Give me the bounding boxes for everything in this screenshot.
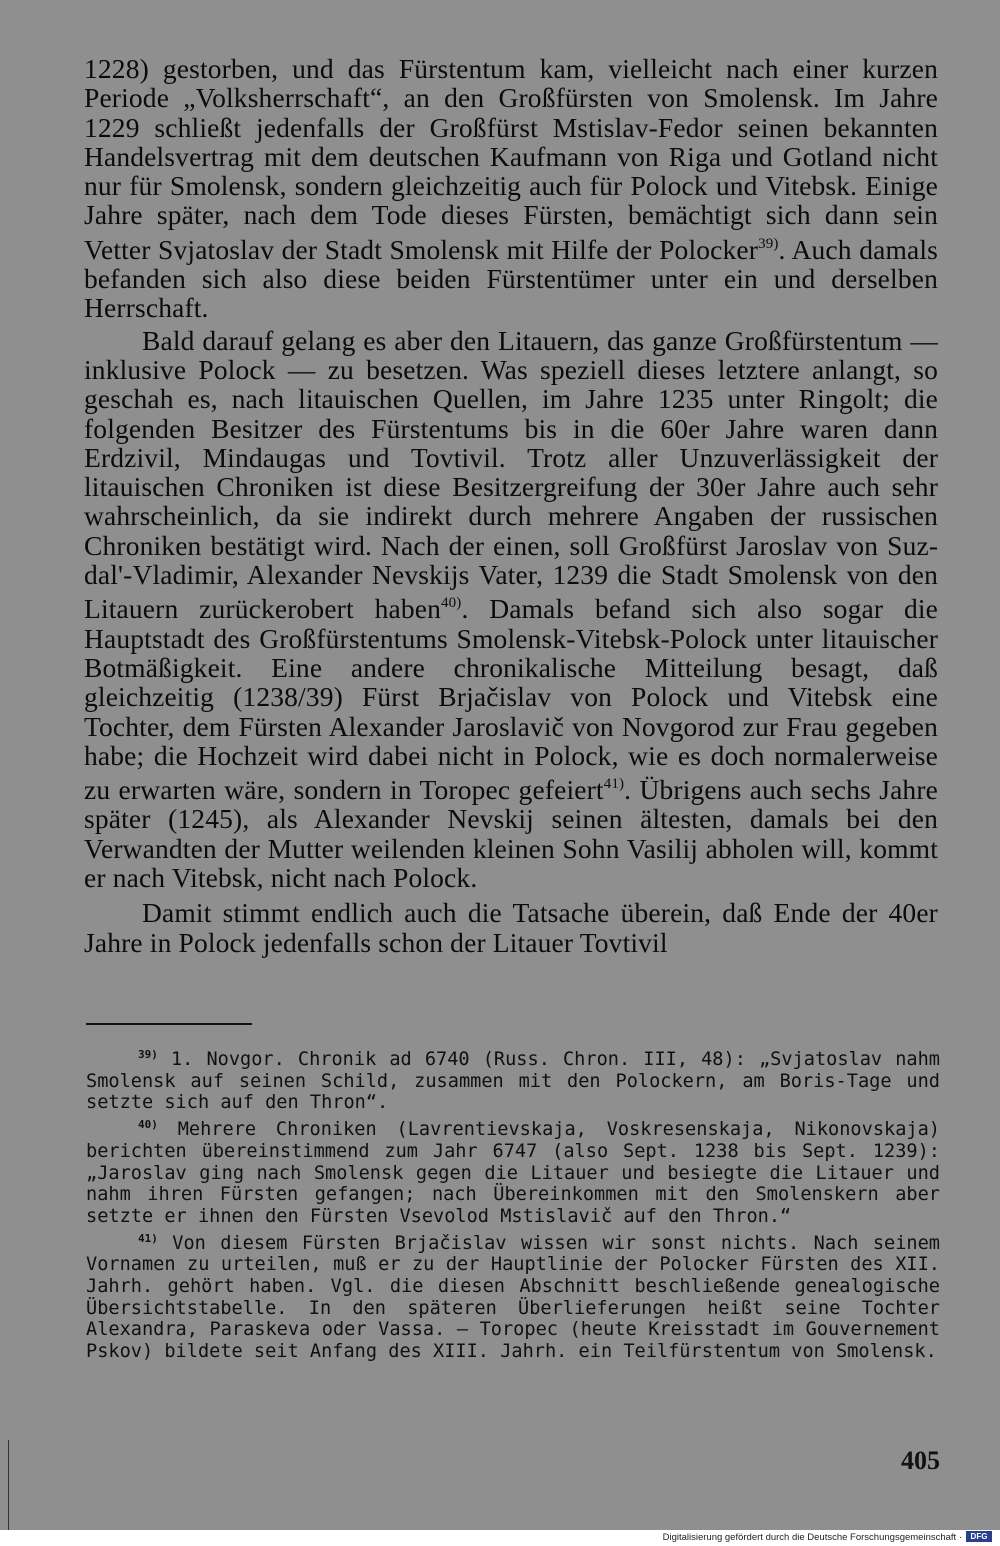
paragraph-1-continued: . Auch damals befanden sich also diese beiden Fürstentümer unter ein und derselben Herrschaft.: [84, 233, 938, 324]
footnote-39: [86, 1044, 940, 1114]
footnote-41: [86, 1228, 940, 1363]
footnote-separator: [86, 1023, 252, 1025]
footnote-ref-40: 40): [440, 595, 462, 612]
footnote-text: 1. Novgor. Chronik ad 6740 (Russ. Chron. III, 48): „Svjatoslav nahm Smolensk auf seinen Schild, zusammen mit den Polockern, am Boris-Tage und setzte sich auf den Thron“.: [86, 1049, 940, 1114]
footnote-marker: 39): [138, 1048, 158, 1061]
page-number: 405: [901, 1446, 940, 1475]
footnote-ref-41: 41): [603, 776, 625, 793]
dfg-logo: DFG: [966, 1531, 992, 1542]
footnote-marker: 40): [138, 1118, 158, 1132]
paragraph-1-text: 1228) gestorben, und das Fürstentum kam, vielleicht nach einer kurzen Periode „Volksherrschaft“, an den Großfürsten von Smolensk. Im Jahre 1229 schließt jedenfalls der Großfürst Mstislav-Fedor seinen bekannten Handelsvertrag mit dem deutschen Kaufmann von Riga und Gotland nicht nur für Smolensk, sondern gleichzeitig auch für Polock und Vitebsk. Einige Jahre später, nach dem Tode dieses Fürsten, bemächtigt sich dann sein Vetter Svjatoslav der Stadt Smolensk mit Hilfe der Polocker: [84, 53, 938, 265]
footnote-40: [86, 1114, 940, 1228]
paragraph-1: [84, 54, 938, 323]
paragraph-2-text: Bald darauf gelang es aber den Litauern, das ganze Großfürstentum — inklusive Polock — zu besetzen. Was speziell dieses letztere anlangt, so geschah es, nach litauischen Quellen, im Jahre 1235 unter Ringolt; die folgenden Besitzer des Fürstentums bis in die 60er Jahre waren dann Erdzivil, Mindaugas und Tovtivil. Trotz aller Unzuverlässigkeit der litauischen Chroniken ist diese Besitzergreifung der 30er Jahre auch sehr wahrscheinlich, da sie indirekt durch mehrere Angaben der russischen Chroniken bestätigt wird. Nach der einen, soll Großfürst Jaroslav von Suzdal'-Vladimir, Alexander Nevskijs Vater, 1239 die Stadt Smolensk von den Litauern zurückerobert haben: [84, 324, 938, 625]
scan-margin-line: [8, 1440, 9, 1530]
footnotes: [86, 1044, 940, 1363]
paragraph-3: Damit stimmt endlich auch die Tatsache überein, daß Ende der 40er Jahre in Polock jedenfalls schon der Litauer Tovtivil: [84, 897, 938, 958]
paragraph-2: [84, 326, 938, 893]
footnote-marker: 41): [138, 1231, 158, 1245]
paragraph-2-continued: . Damals befand sich also sogar die Hauptstadt des Großfürstentums Smolensk-Vitebsk-Polock unter litauischer Botmäßigkeit. Eine andere chronikalische Mitteilung besagt, daß gleichzeitig (1238/39) Fürst Brjačislav von Polock und Vitebsk eine Tochter, dem Fürsten Alexander Jaroslavič von Novgorod zur Frau gegeben habe; die Hochzeit wird dabei nicht in Polock, wie es doch normalerweise zu erwarten wäre, sondern in Toropec gefeiert: [84, 593, 938, 806]
footnote-text: Von diesem Fürsten Brjačislav wissen wir sonst nichts. Nach seinem Vornamen zu urteilen, muß er zu der Hauptlinie der Polocker Fürsten des XII. Jahrh. gehört haben. Vgl. die diesen Abschnitt beschließende genealogische Übersichtstabelle. In den späteren Überlieferungen heißt seine Tochter Alexandra, Paraskeva oder Vassa. — Toropec (heute Kreisstadt im Gouvernement Pskov) bildete seit Anfang des XIII. Jahrh. ein Teilfürstentum von Smolensk.: [86, 1232, 940, 1363]
body-text: [84, 54, 938, 957]
paragraph-2-end: . Übrigens auch sechs Jahre später (1245), als Alexander Nevskij seinen ältesten, damals bei den Verwandten der Mutter weilenden kleinen Sohn Vasilij abholen will, kommt er nach Vitebsk, nicht nach Polock.: [84, 774, 938, 894]
footnote-text: Mehrere Chroniken (Lavrentievskaja, Voskresenskaja, Nikonovskaja) berichten übereinstimmend zum Jahr 6747 (also Sept. 1238 bis Sept. 1239): „Jaroslav ging nach Smolensk gegen die Litauer und besiegte die Litauer und nahm ihren Fürsten gefangen; nach Übereinkommen mit den Smolenskern aber setzte er ihnen den Fürsten Vsevolod Mstislavič auf den Thron.“: [86, 1119, 940, 1227]
footnote-ref-39: 39): [758, 235, 779, 252]
digitization-credit: Digitalisierung gefördert durch die Deutsche Forschungsgemeinschaft ·: [662, 1532, 962, 1543]
